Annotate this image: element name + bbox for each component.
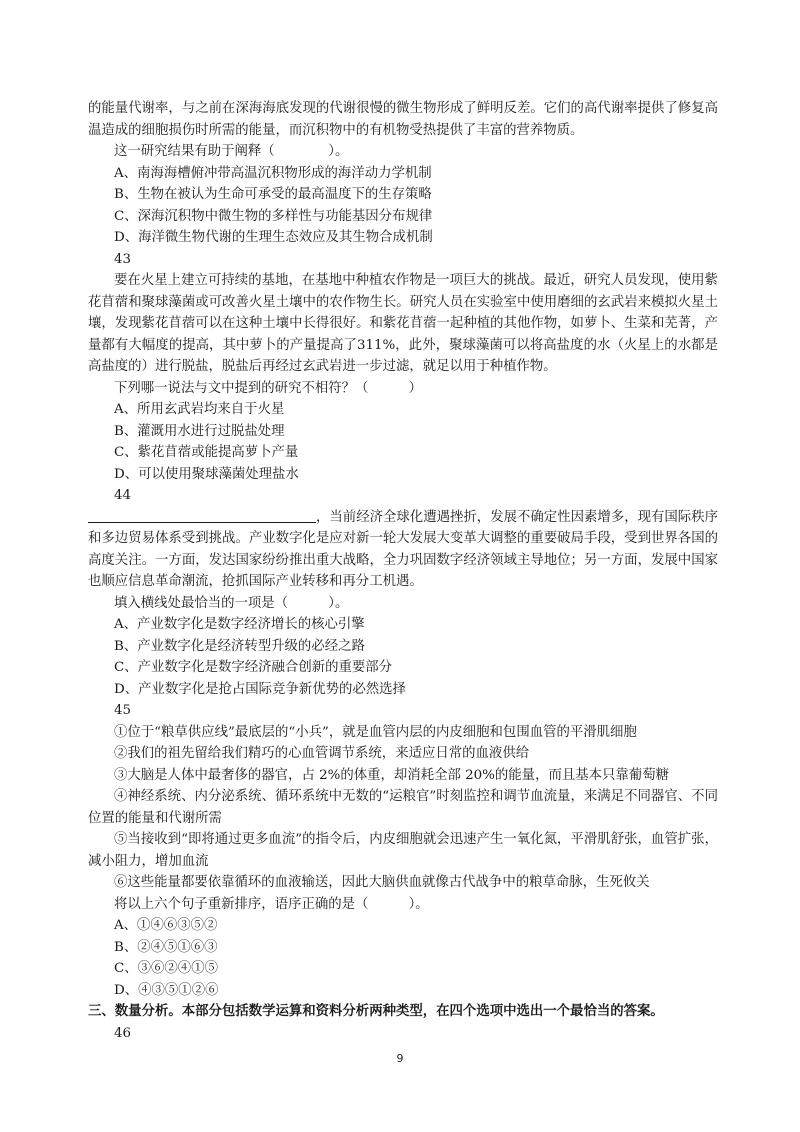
q42-stem: 这一研究结果有助于阐释（ ）。	[114, 144, 349, 159]
q43-option-c: C、紫花苜蓿或能提高萝卜产量	[114, 445, 299, 460]
q45-sentence-2: ②我们的祖先留给我们精巧的心血管调节系统，来适应日常的血液供给	[114, 746, 530, 761]
q44-option-b: B、产业数字化是经济转型升级的必经之路	[114, 638, 365, 654]
q45-option-d: D、④③⑤①②⑥	[114, 982, 219, 998]
q44-stem: 填入横线处最恰当的一项是（ ）。	[114, 595, 349, 611]
q44-passage-text: ，当前经济全球化遭遇挫折，发展不确定性因素增多，现有国际秩序和多边贸易体系受到挑战。产业数字化是应对新一轮大发展大变革大调整的重要破局手段，受到世界各国的高度关注。一方面，发达国家纷纷推出重大战略，全力巩固数字经济领域主导地位；另一方面，发展中国家也顺应信息革命潮流，抢抓国际产业转移和再分工机遇。	[88, 509, 718, 589]
q45-option-a: A、①④⑥③⑤②	[114, 918, 218, 933]
page-number: 9	[396, 1052, 404, 1065]
q45-number: 45	[114, 703, 132, 718]
q45-stem: 将以上六个句子重新排序，语序正确的是（ ）。	[114, 896, 429, 912]
q45-option-b: B、②④⑤①⑥③	[114, 939, 218, 955]
q46-number: 46	[114, 1025, 132, 1041]
q45-sentence-1: ①位于“粮草供应线”最底层的“小兵”，就是血管内层的内皮细胞和包围血管的平滑肌细胞	[114, 724, 637, 740]
q43-option-d: D、可以使用聚球藻菌处理盐水	[114, 466, 299, 482]
q42-option-d: D、海洋微生物代谢的生理生态效应及其生物合成机制	[114, 230, 433, 245]
section-heading: 三、数量分析。本部分包括数学运算和资料分析两种类型，在四个选项中选出一个最恰当的答案。	[88, 1003, 664, 1019]
q44-option-a: A、产业数字化是数字经济增长的核心引擎	[114, 617, 365, 632]
q43-number: 43	[114, 251, 132, 267]
q43-stem: 下列哪一说法与文中提到的研究不相符？（ ）	[114, 380, 422, 396]
q45-sentence-3: ③大脑是人体中最奢侈的器官，占 2%的体重，却消耗全部 20%的能量，而且基本只靠葡萄糖	[114, 767, 669, 783]
q42-option-c: C、深海沉积物中微生物的多样性与功能基因分布规律	[114, 208, 433, 224]
q44-passage	[88, 507, 718, 593]
q42-option-a: A、南海海槽俯冲带高温沉积物形成的海洋动力学机制	[114, 165, 432, 181]
q45-sentence-4: ④神经系统、内分泌系统、循环系统中无数的“运粮官”时刻监控和调节血流量，来满足不同器官、不同位置的能量和代谢所需	[88, 789, 718, 826]
q45-option-c: C、③⑥②④①⑤	[114, 961, 218, 976]
q43-option-a: A、所用玄武岩均来自于火星	[114, 402, 285, 417]
q42-passage-tail: 的能量代谢率，与之前在深海海底发现的代谢很慢的微生物形成了鲜明反差。它们的高代谢率提供了修复高温造成的细胞损伤时所需的能量，而沉积物中的有机物受热提供了丰富的营养物质。	[88, 101, 718, 138]
q44-option-d: D、产业数字化是抢占国际竞争新优势的必然选择	[114, 681, 406, 697]
q45-sentence-5: ⑤当接收到“即将通过更多血流”的指令后，内皮细胞就会迅速产生一氧化氮，平滑肌舒张，血管扩张，减小阻力，增加血流	[88, 832, 718, 869]
q42-option-b: B、生物在被认为生命可承受的最高温度下的生存策略	[114, 187, 432, 202]
q44-number: 44	[114, 488, 132, 503]
q44-option-c: C、产业数字化是数字经济融合创新的重要部分	[114, 660, 393, 675]
fill-in-blank-line	[88, 508, 316, 523]
q43-passage: 要在火星上建立可持续的基地，在基地中种植农作物是一项巨大的挑战。最近，研究人员发现，使用紫花苜蓿和聚球藻菌或可改善火星土壤中的农作物生长。研究人员在实验室中使用磨细的玄武岩来模拟火星土壤，发现紫花苜蓿可以在这种土壤中长得很好。和紫花苜蓿一起种植的其他作物，如萝卜、生菜和芜菁，产量都有大幅度的提高，其中萝卜的产量提高了311%，此外，聚球藻菌可以将高盐度的水（火星上的水都是高盐度的）进行脱盐，脱盐后再经过玄武岩进一步过滤，就足以用于种植作物。	[88, 273, 718, 374]
q43-option-b: B、灌溉用水进行过脱盐处理	[114, 423, 285, 439]
page-content	[88, 98, 718, 1044]
q45-sentence-6: ⑥这些能量都要依靠循环的血液输送，因此大脑供血就像古代战争中的粮草命脉，生死攸关	[114, 875, 650, 890]
